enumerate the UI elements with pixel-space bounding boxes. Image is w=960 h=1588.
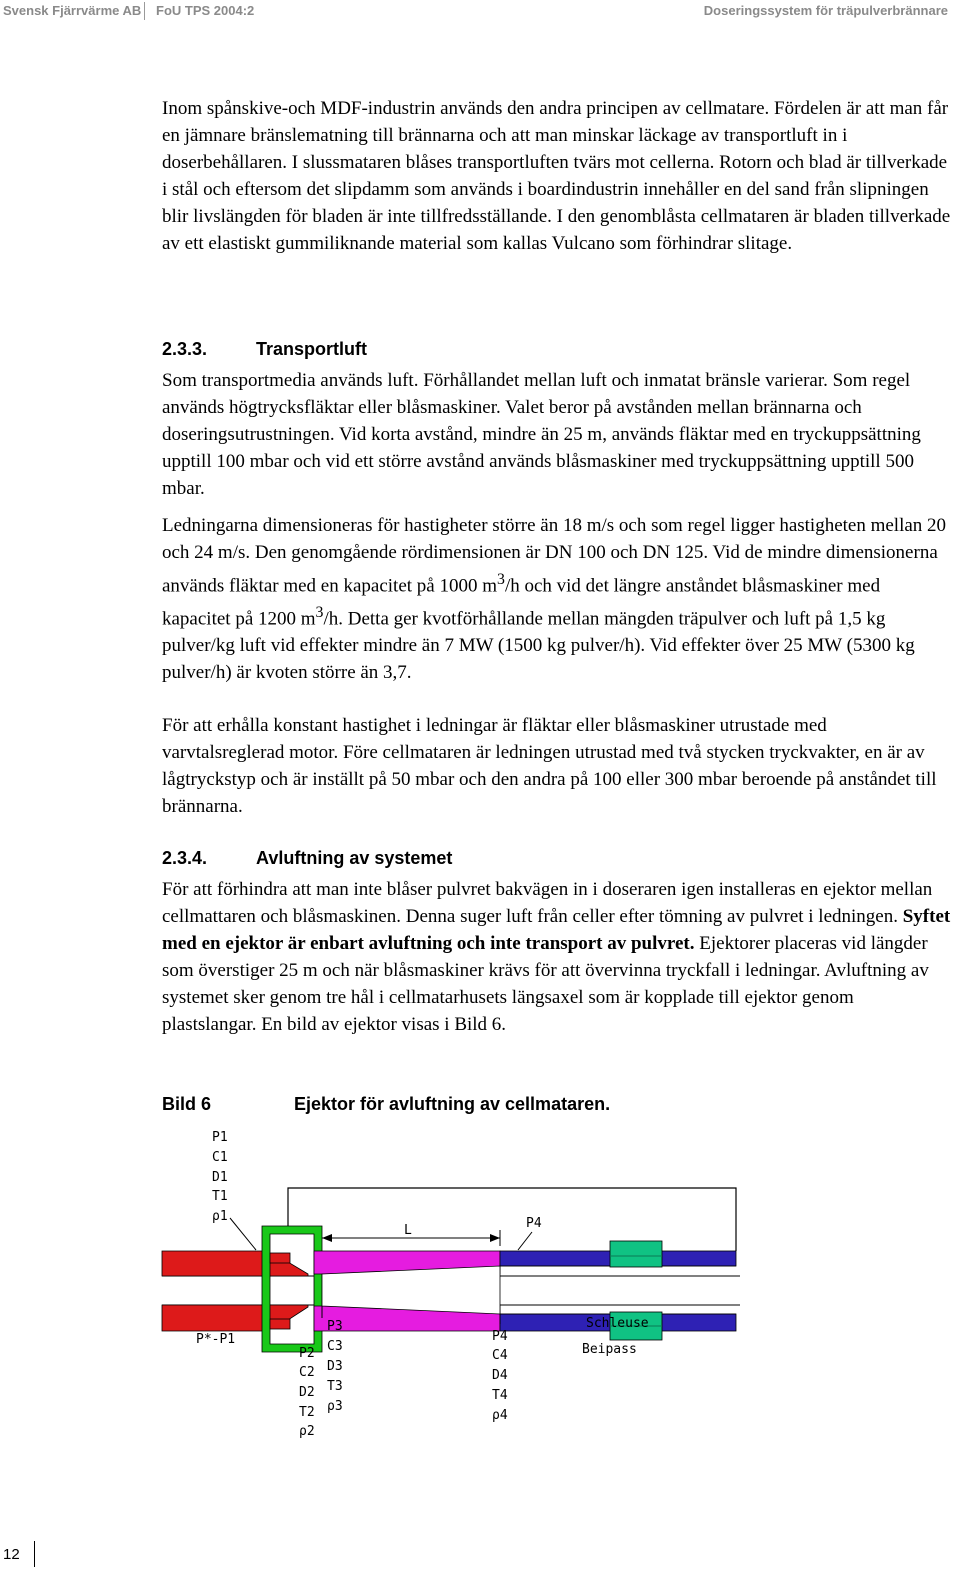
section-title: Transportluft	[256, 339, 367, 359]
paragraph-2-text: Som transportmedia används luft. Förhållandet mellan luft och inmatat bränsle varierar. Som regel används högtrycksfläktar eller blåsmaskiner. Valet beror på avstånden mellan brännarna och doseringsutrustningen. Vid korta avstånd, mindre än 25 m, används fläktar med en tryckuppsättning upptill 100 mbar och vid ett större avstånd används blåsmaskiner med tryckuppsättning upptill 500 mbar.	[162, 370, 921, 499]
header-report-id: FoU TPS 2004:2	[156, 3, 255, 18]
label-beipass: Beipass	[582, 1342, 637, 1357]
bypass-line	[288, 1188, 736, 1251]
label-schleuse: Schleuse	[586, 1316, 649, 1331]
paragraph-3-part-c: /h. Detta ger kvotförhållande mellan mängden träpulver och luft på 1,5 kg pulver/kg luft vid effekter mindre än 7 MW (1500 kg pulver/h). Vid effekter över 25 MW (5300 kg pulver/h) är kvoten större än 3,7.	[162, 608, 915, 684]
label-p4: P4	[492, 1329, 508, 1344]
schleuse-valve	[610, 1241, 662, 1267]
superscript-cubic: 3	[497, 570, 505, 588]
section-title: Avluftning av systemet	[256, 848, 453, 868]
paragraph-3-part-b: /h och vid det längre anståndet blåsmaskiner med kapacitet på 1200 m	[162, 575, 881, 630]
secondary-chamber-green	[262, 1226, 322, 1352]
paragraph-5-emphasis: Syftet med en ejektor är enbart avluftning och inte transport av pulvret.	[162, 905, 951, 954]
label-rho1: ρ1	[212, 1209, 228, 1224]
length-arrow-left	[322, 1234, 332, 1242]
label-rho3: ρ3	[327, 1399, 343, 1414]
nozzle-inner-bot	[270, 1319, 290, 1329]
label-c1: C1	[212, 1150, 228, 1165]
label-rho2: ρ2	[299, 1424, 315, 1439]
leader-line-p1	[230, 1218, 256, 1250]
paragraph-5-part-a: För att förhindra att man inte blåser pulvret bakvägen in i doseraren igen installeras en ejektor mellan cellmattaren och blåsmaskinen. Denna suger luft från celler efter tömning av pulvret i ledningen.	[162, 879, 933, 927]
label-c2: C2	[299, 1365, 315, 1380]
label-d1: D1	[212, 1170, 228, 1185]
superscript-cubic: 3	[315, 604, 324, 622]
diffuser-taper	[322, 1266, 500, 1314]
label-length: L	[404, 1223, 412, 1238]
nozzle-inner-top	[270, 1253, 290, 1263]
label-pressure-delta: P*-P1	[196, 1332, 236, 1347]
label-t1: T1	[212, 1189, 228, 1204]
label-d3: D3	[327, 1359, 343, 1374]
paragraph-5-part-b: Ejektorer placeras vid längder som överstiger 25 m och när blåsmaskiner krävs för att övervinna tryckfall i ledningar. Avluftning av systemet sker genom tre hål i cellmatarhusets längsaxel som är kopplade till ejektor genom plastslangar. En bild av ejektor visas i Bild 6.	[162, 932, 929, 1035]
paragraph-1-text: Inom spånskive-och MDF-industrin används den andra principen av cellmatare. Fördelen är att man får en jämnare bränslematning till brännarna och att man minskar läckage av transportluft in i doserbehållaren. I slussmataren blåses transportluften tvärs mot cellerna. Rotorn och blad är tillverkade i stål och eftersom det slipdamm som används i boardindustrin innehåller en del sand från slipningen blir livslängden för bladen är inte tillfredsställande. I den genomblåsta cellmataren är bladen tillverkade av ett elastiskt gummiliknande material som kallas Vulcano som förhindrar slitage.	[162, 98, 951, 254]
section-number: 2.3.4.	[162, 848, 208, 868]
leader-line-p4-top	[518, 1232, 532, 1250]
section-number: 2.3.3.	[162, 339, 208, 359]
label-d4: D4	[492, 1368, 508, 1383]
footer-divider	[34, 1541, 35, 1567]
label-t3: T3	[327, 1379, 343, 1394]
label-p1: P1	[212, 1130, 228, 1145]
page-number: 12	[3, 1546, 20, 1563]
label-t4: T4	[492, 1388, 508, 1403]
label-p4-top: P4	[526, 1216, 542, 1231]
figure-caption: Ejektor för avluftning av cellmataren.	[294, 1094, 611, 1114]
header-document-title: Doseringssystem för träpulverbrännare	[703, 3, 948, 18]
paragraph-3-part-a: Ledningarna dimensioneras för hastigheter större än 18 m/s och som regel ligger hastigheten mellan 20 och 24 m/s. Den genomgående rördimensionen är DN 100 och DN 125. Vid de mindre dimensionerna används fläktar med en kapacitet på 1000 m	[162, 515, 947, 597]
label-c4: C4	[492, 1348, 508, 1363]
label-p3: P3	[327, 1319, 343, 1334]
label-c3: C3	[327, 1339, 343, 1354]
figure-label: Bild 6	[162, 1094, 212, 1114]
label-t2: T2	[299, 1405, 315, 1420]
header-company: Svensk Fjärrvärme AB	[3, 3, 142, 18]
label-rho4: ρ4	[492, 1408, 508, 1423]
label-d2: D2	[299, 1385, 315, 1400]
label-p2: P2	[299, 1346, 315, 1361]
length-arrow-right	[490, 1234, 500, 1242]
paragraph-4-text: För att erhålla konstant hastighet i ledningar är fläktar eller blåsmaskiner utrustade med varvtalsreglerad motor. Före cellmataren är ledningen utrustad med två stycken tryckvakter, en är av lågtryckstyp och är inställt på 50 mbar och den andra på 100 eller 300 mbar beroende på anståndet till brännarna.	[162, 715, 937, 817]
